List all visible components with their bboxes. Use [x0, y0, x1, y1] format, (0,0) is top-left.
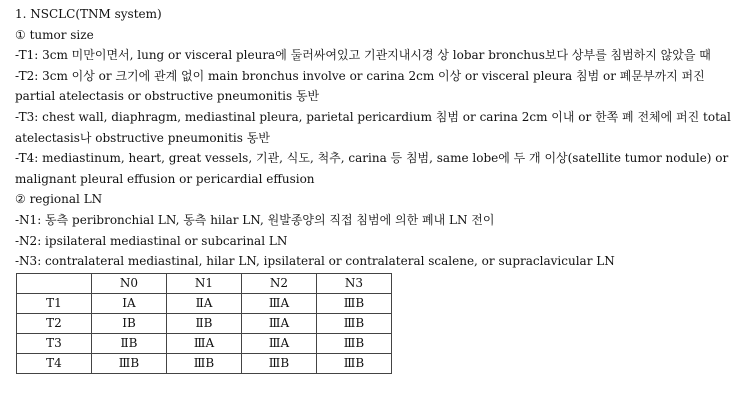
table-cell: ⅢB	[317, 353, 392, 373]
table-cell: ⅢA	[242, 293, 317, 313]
table-row	[17, 313, 392, 333]
subsection-tumor-size: ① tumor size	[15, 27, 94, 42]
table-cell: ⅢA	[242, 333, 317, 353]
table-cell: ⅢB	[242, 353, 317, 373]
n1-definition: -N1: 동측 peribronchial LN, 동측 hilar LN, 원발종양의 직접 침범에 의한 폐내 LN 전이	[15, 212, 495, 227]
t1-definition: -T1: 3cm 미만이면서, lung or visceral pleura에 둘러싸여있고 기관지내시경 상 lobar bronchus보다 상부를 침범하지 않았을 때	[15, 48, 711, 63]
tnm-stage-table	[16, 273, 392, 374]
subsection-regional-ln: ② regional LN	[15, 192, 103, 207]
table-row-label: T4	[17, 353, 92, 373]
table-cell: ⅢB	[317, 333, 392, 353]
table-row	[17, 293, 392, 313]
section-title: 1. NSCLC(TNM system)	[15, 7, 162, 21]
table-header-cell: N2	[242, 273, 317, 293]
table-header-cell: N0	[92, 273, 167, 293]
table-header-row	[17, 273, 392, 293]
table-cell: ⅡB	[92, 333, 167, 353]
n3-definition: -N3: contralateral mediastinal, hilar LN, ipsilateral or contralateral scalene, or supraclavicular LN	[15, 254, 615, 269]
table-cell: ⅢB	[92, 353, 167, 373]
t2-definition: -T2: 3cm 이상 or 크기에 관계 없이 main bronchus involve or carina 2cm 이상 or visceral pleura 침범 or 폐문부까지 퍼진 partial atelectasis or obstructive pneumonitis 동반	[15, 68, 705, 104]
table-row-label: T1	[17, 293, 92, 313]
n2-definition: -N2: ipsilateral mediastinal or subcarinal LN	[15, 233, 288, 248]
table-row-label: T3	[17, 333, 92, 353]
table-row	[17, 353, 392, 373]
table-row	[17, 333, 392, 353]
table-cell: ⅢB	[167, 353, 242, 373]
table-cell: ⅠA	[92, 293, 167, 313]
table-header-cell	[17, 273, 92, 293]
t3-definition: -T3: chest wall, diaphragm, mediastinal pleura, parietal pericardium 침범 or carina 2cm 이내 or 한쪽 폐 전체에 퍼진 total atelectasis나 obstructive pneumonitis 동반	[15, 109, 731, 145]
table-cell: ⅠB	[92, 313, 167, 333]
table-cell: ⅡA	[167, 293, 242, 313]
table-cell: ⅢB	[317, 293, 392, 313]
table-cell: ⅢA	[242, 313, 317, 333]
table-row-label: T2	[17, 313, 92, 333]
table-header-cell: N3	[317, 273, 392, 293]
t4-definition: -T4: mediastinum, heart, great vessels, 기관, 식도, 척추, carina 등 침범, same lobe에 두 개 이상(satellite tumor nodule) or malignant pleural effusion or pericardial effusion	[15, 151, 729, 186]
table-cell: ⅢA	[167, 333, 242, 353]
table-cell: ⅢB	[317, 313, 392, 333]
table-header-cell: N1	[167, 273, 242, 293]
table-cell: ⅡB	[167, 313, 242, 333]
